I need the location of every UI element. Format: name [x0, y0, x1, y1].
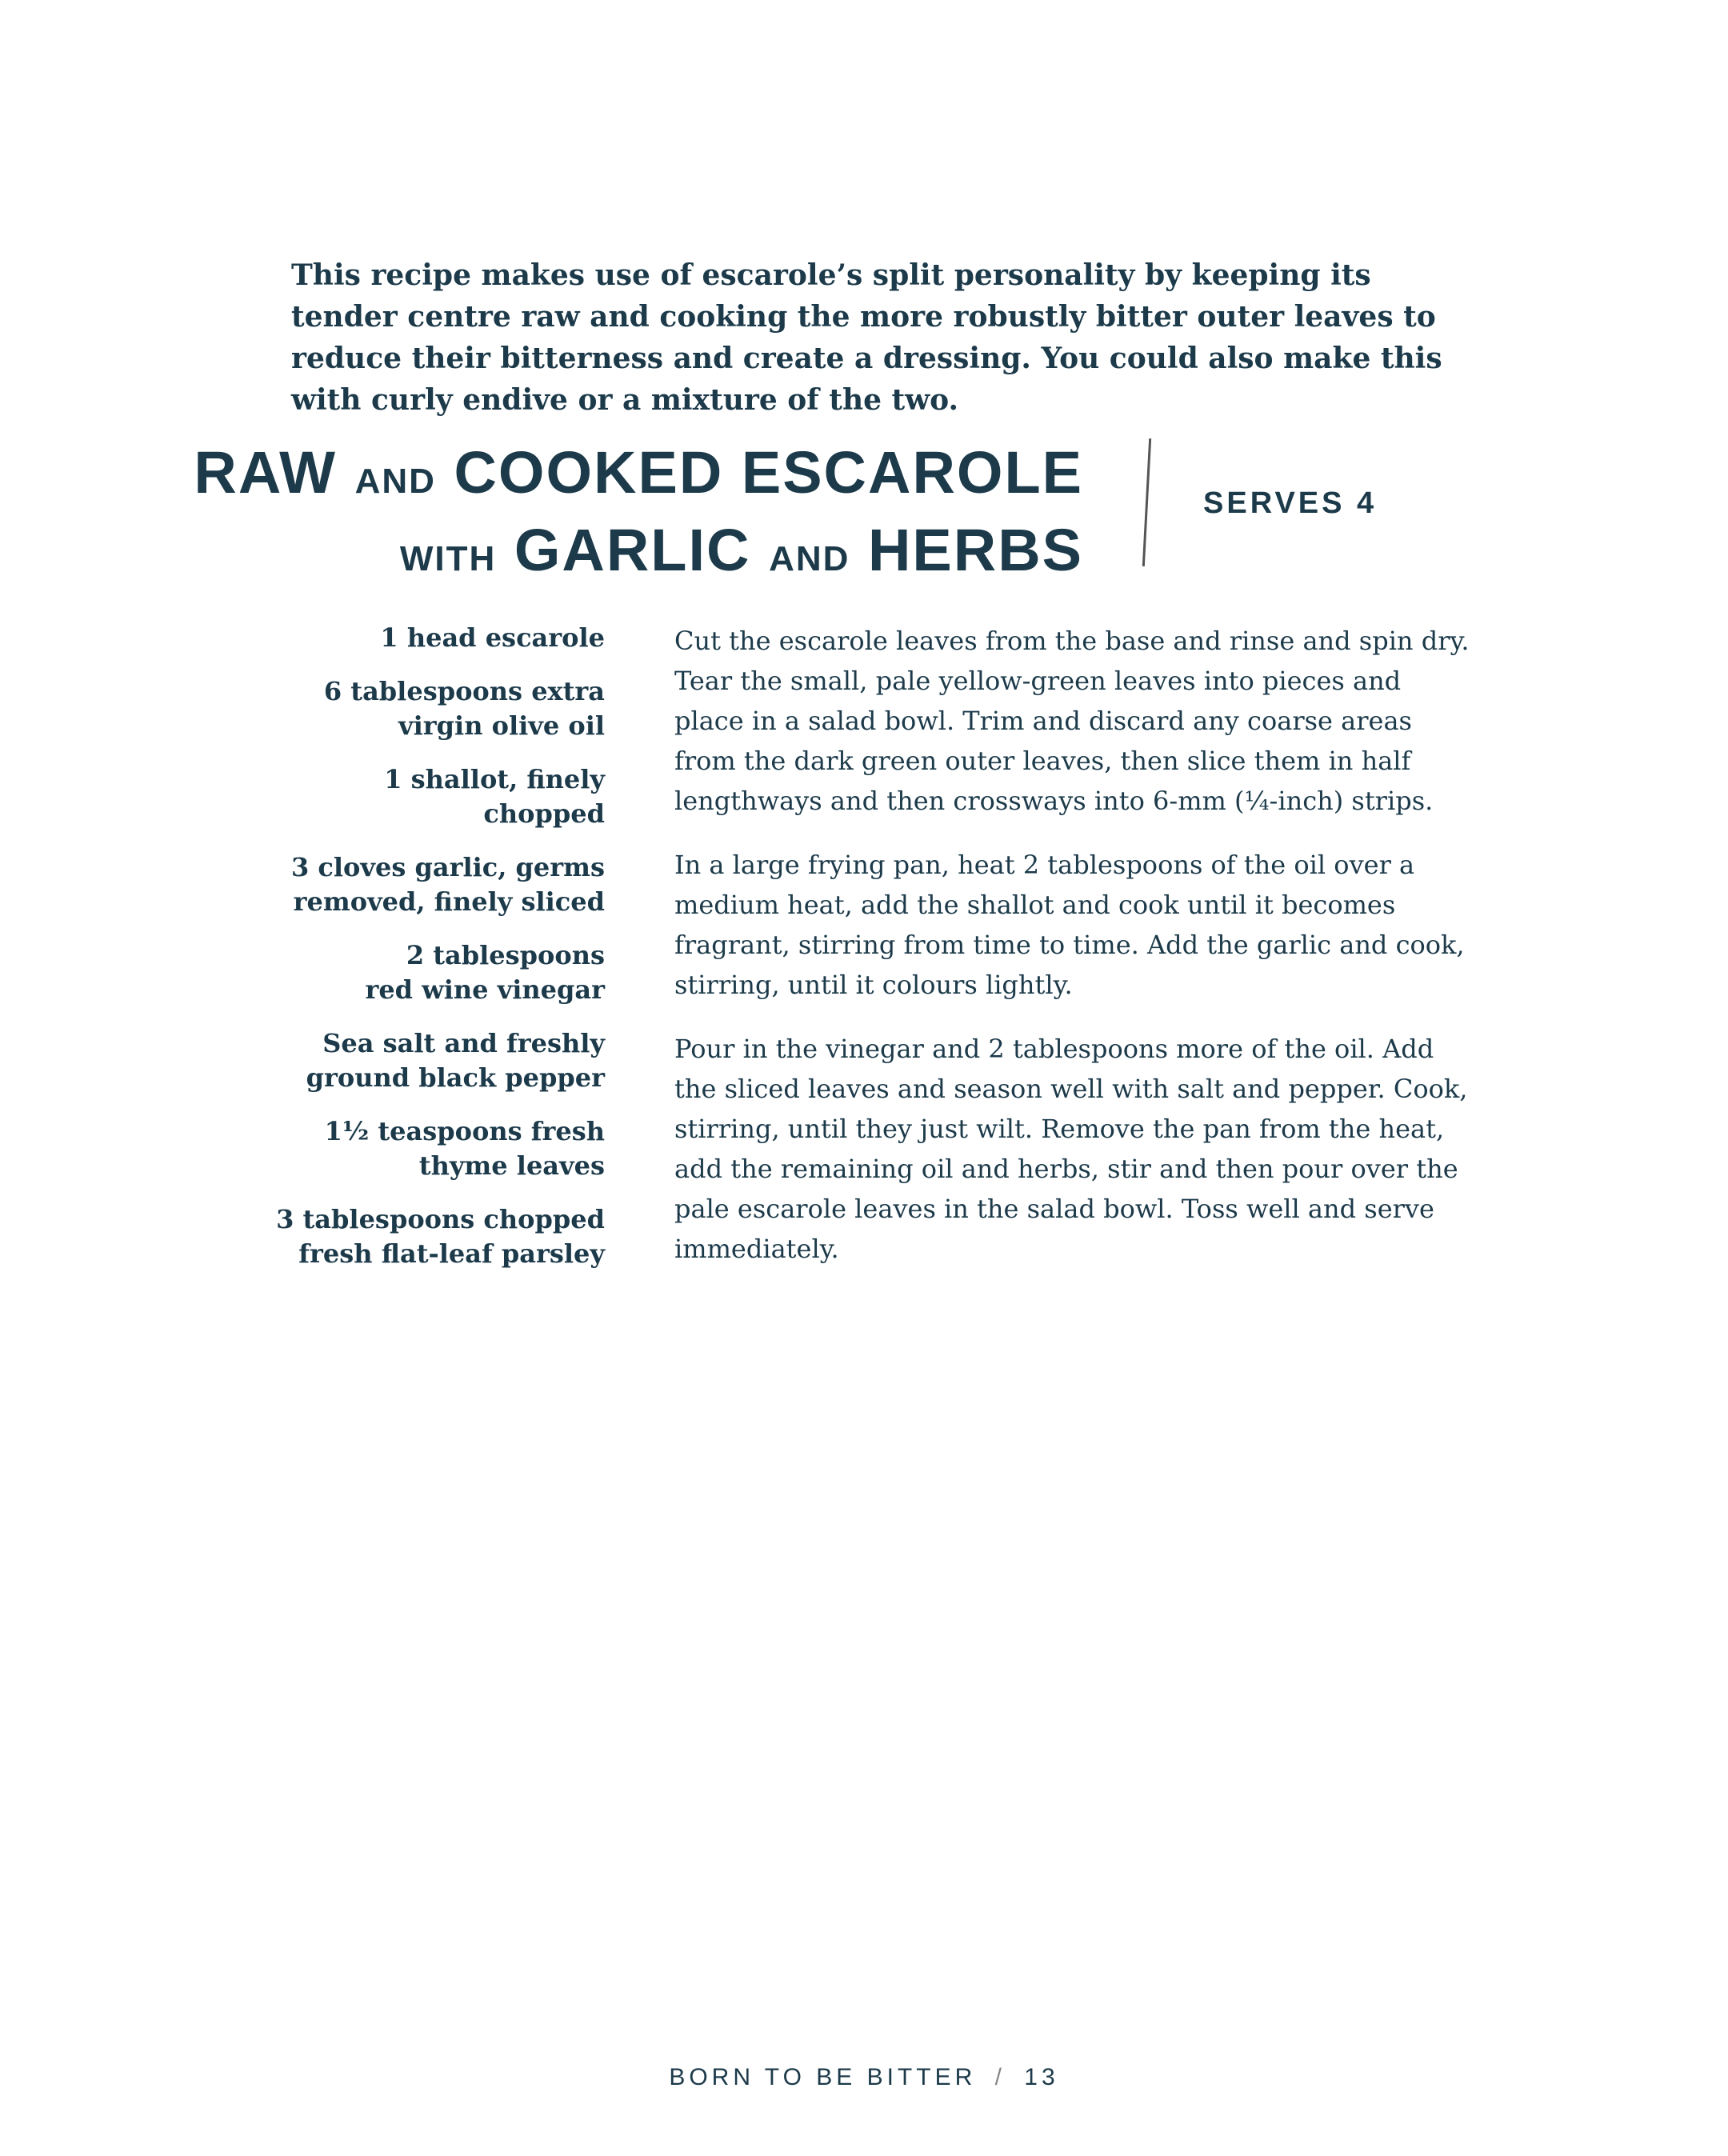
title-line-1	[194, 438, 1083, 516]
method-step: In a large frying pan, heat 2 tablespoons of the oil over a medium heat, add the shallot and cook until it becomes fragrant, stirring from time to time. Add the garlic and cook, stirring, until it colours lightly.	[674, 850, 1465, 1000]
ingredient-item: Sea salt and freshly ground black pepper	[306, 1028, 605, 1093]
ingredient-item: 2 tablespoons red wine vinegar	[365, 940, 605, 1005]
title-divider	[1142, 438, 1151, 566]
recipe-title	[194, 438, 1083, 594]
title-word-with: WITH	[399, 539, 497, 578]
method-step: Pour in the vinegar and 2 tablespoons more of the oil. Add the sliced leaves and season well with salt and pepper. Cook, stirring, until they just wilt. Remove the pan from the heat, add the remaining oil and herbs, stir and then pour over the pale escarole leaves in the salad bowl. Toss well and serve immediately.	[674, 1034, 1468, 1264]
book-title: BORN TO BE BITTER	[669, 2064, 977, 2090]
title-word-raw: RAW	[194, 439, 338, 506]
title-line-2	[194, 516, 1083, 594]
method-step: Cut the escarole leaves from the base and rinse and spin dry. Tear the small, pale yellow-green leaves into pieces and place in a salad bowl. Trim and discard any coarse areas from the dark green outer leaves, then slice them in half lengthways and then crossways into 6-mm (¼-inch) strips.	[674, 626, 1470, 816]
ingredient-item: 3 tablespoons chopped fresh flat-leaf parsley	[276, 1204, 605, 1269]
method-section	[674, 621, 1474, 1293]
page-number: 13	[1024, 2064, 1059, 2090]
title-word-and-2: AND	[769, 539, 850, 578]
ingredients-list	[269, 621, 605, 1290]
page-footer	[0, 2064, 1728, 2091]
ingredient-item: 3 cloves garlic, germs removed, finely sliced	[290, 852, 605, 917]
footer-separator: /	[994, 2064, 1006, 2090]
serves-label: SERVES 4	[1203, 486, 1378, 520]
title-word-and: AND	[354, 462, 436, 501]
ingredient-item: 6 tablespoons extra virgin olive oil	[323, 676, 605, 741]
title-word-herbs: HERBS	[867, 517, 1083, 583]
ingredient-item: 1½ teaspoons fresh thyme leaves	[324, 1116, 605, 1181]
title-word-cooked-escarole: COOKED ESCAROLE	[454, 439, 1083, 506]
ingredient-item: 1 shallot, finely chopped	[384, 764, 605, 829]
intro-paragraph: This recipe makes use of escarole’s split personality by keeping its tender centre raw and cooking the more robustly bitter outer leaves to reduce their bitterness and create a dressing. You could also make this with curly endive or a mixture of the two.	[291, 258, 1442, 417]
title-word-garlic: GARLIC	[514, 517, 751, 583]
ingredient-item: 1 head escarole	[380, 622, 605, 653]
